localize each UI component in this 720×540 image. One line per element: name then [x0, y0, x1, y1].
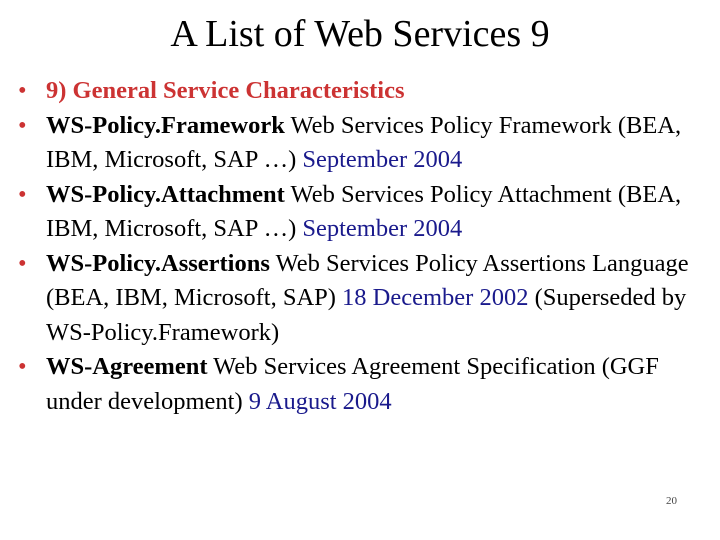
slide-title: A List of Web Services 9 — [170, 13, 550, 55]
spec-name: WS-Agreement — [46, 353, 208, 380]
section-heading: 9) General Service Characteristics — [46, 77, 405, 104]
bullet-item-ws-policy-assertions — [18, 247, 708, 351]
spec-date: 9 August 2004 — [248, 387, 392, 415]
bullet-icon: • — [18, 77, 27, 104]
spec-note: (Superseded by WS-Policy.Framework) — [46, 284, 687, 346]
bullet-list — [18, 74, 708, 419]
spec-description: Web Services Policy Attachment (BEA, IBM, Microsoft, SAP …) — [46, 180, 682, 242]
page-number: 20 — [666, 495, 677, 507]
bullet-item-ws-policy-framework — [18, 109, 708, 178]
spec-description: Web Services Policy Framework (BEA, IBM, Microsoft, SAP …) — [46, 111, 682, 173]
spec-description: Web Services Agreement Specification (GGF under development) — [46, 353, 659, 415]
spec-name: WS-Policy.Framework — [46, 111, 285, 139]
spec-description: Web Services Policy Assertions Language (BEA, IBM, Microsoft, SAP) — [46, 249, 689, 311]
spec-date: 18 December 2002 — [342, 284, 529, 311]
spec-name: WS-Policy.Assertions — [46, 249, 270, 277]
spec-date: September 2004 — [302, 146, 463, 173]
spec-name: WS-Policy.Attachment — [46, 180, 285, 208]
spec-date: September 2004 — [302, 215, 463, 242]
bullet-icon: • — [18, 111, 27, 139]
bullet-icon: • — [18, 353, 27, 380]
bullet-icon: • — [18, 249, 27, 277]
bullet-item-general-characteristics — [18, 74, 708, 109]
bullet-item-ws-agreement — [18, 350, 708, 419]
bullet-item-ws-policy-attachment — [18, 178, 708, 247]
bullet-icon: • — [18, 180, 27, 208]
